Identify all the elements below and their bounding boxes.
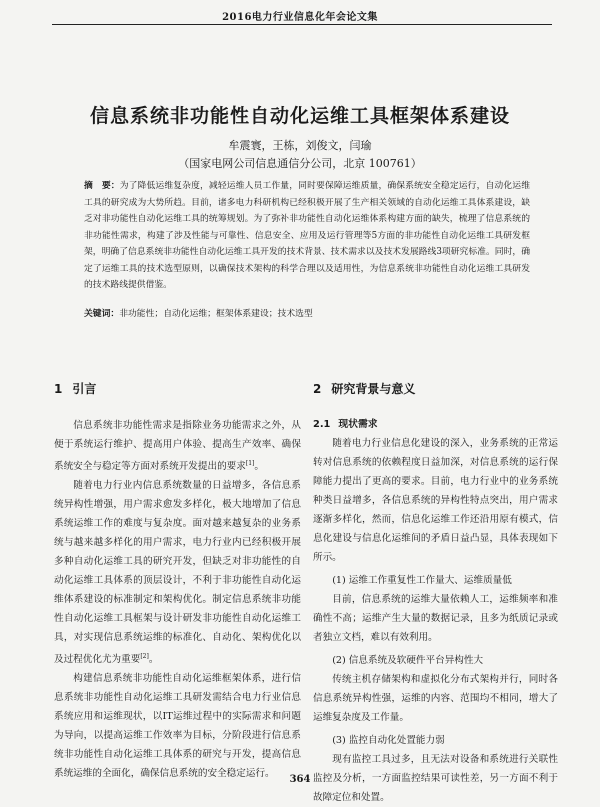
left-column: [54, 380, 301, 783]
citation: [2]: [140, 653, 149, 661]
citation: [1]: [245, 460, 255, 467]
list-item-heading: [313, 651, 558, 670]
section-heading: [313, 380, 558, 402]
section-heading: [54, 380, 301, 402]
list-item-number: (1): [332, 575, 346, 586]
list-item-number: (3): [332, 735, 346, 746]
list-item-text: 目前，信息系统的运维大量依赖人工，运维频率和准确性不高；运维产生大量的数据记录，且多为纸质记录或者独立文档，难以有效利用。: [313, 594, 558, 643]
paragraph-text: 随着电力行业内信息系统数量的日益增多，各信息系统异构性增强，用户需求愈发多样化，极大地增加了信息系统运维工作的难度与复杂度。面对越来越复杂的业务系统与越来越多样化的用户需求，电力行业内已经积极开展多种自动化运维工具的研究开发，但缺乏对非功能性的自动化运维工具体系的顶层设计，不利于非功能性自动化运维体系建设的标准制定和架构优化。制定信息系统非功能性自动化运维工具框架与设计研发非功能性自动化运维工具，对实现信息系统运维的标准化、自动化、架构优化以及过程优化尤为重要: [54, 480, 301, 666]
list-item-title: 监控自动化处置能力弱: [348, 735, 445, 746]
right-column: [313, 380, 558, 807]
keywords-text: 非功能性；自动化运维；框架体系建设；技术选型: [119, 309, 313, 319]
abstract: [84, 178, 530, 294]
paragraph: 随着电力行业信息化建设的深入，业务系统的正常运转对信息系统的依赖程度日益加深，对信息系统的运行保障能力提出了更高的要求。目前，电力行业中的业务系统种类日益增多，各信息系统的异构性特点突出，用户需求逐渐多样化，然而，信息化运维工作还沿用原有模式，信息化建设与信息化运维间的矛盾日益凸显，具体表现如下所示。: [313, 438, 558, 563]
section-number: 1: [54, 382, 63, 396]
affiliation: （国家电网公司信息通信分公司，北京 100761）: [178, 157, 422, 170]
list-item-heading: [313, 571, 558, 590]
paragraph: 随着电力行业内信息系统数量的日益增多，各信息系统异构性增强，用户需求愈发多样化，极大地增加了信息系统运维工作的难度与复杂度。面对越来越复杂的业务系统与越来越多样化的用户需求，电力行业内已经积极开展多种自动化运维工具的研究开发，但缺乏对非功能性的自动化运维工具体系的顶层设计，不利于非功能性自动化运维体系建设的标准制定和架构优化。制定信息系统非功能性自动化运维工具框架与设计研发非功能性自动化运维工具，对实现信息系统运维的标准化、自动化、架构优化以及过程优化尤为重要[2]。: [54, 480, 301, 666]
header-rule: [52, 24, 552, 25]
paragraph: 构建信息系统非功能性自动化运维框架体系，进行信息系统非功能性自动化运维工具研发需结合电力行业信息系统应用和运维现状，以IT运维过程中的实际需求和问题为导向，以提高运维工作效率为目标，分阶段进行信息系统非功能性自动化运维工具体系的研究与开发，提高信息系统运维的全面化，确保信息系统的安全稳定运行。: [54, 673, 301, 780]
subsection-title: 现状需求: [338, 419, 378, 430]
authors: 牟震寰，王栋，刘俊文，闫瑜: [228, 139, 372, 152]
paper-title: 信息系统非功能性自动化运维工具框架体系建设: [89, 105, 510, 127]
section-number: 2: [313, 382, 322, 396]
section-title: 研究背景与意义: [331, 382, 416, 396]
subsection-number: 2.1: [313, 419, 331, 430]
list-item-title: 信息系统及软硬件平台异构性大: [348, 655, 484, 666]
paragraph: 信息系统非功能性需求是指除业务功能需求之外，从便于系统运行维护、提高用户体验、提高生产效率、确保系统安全与稳定等方面对系统开发提出的要求[1]。: [54, 420, 301, 473]
section-title: 引言: [72, 382, 97, 396]
list-item-text: 现有监控工具过多，且无法对设备和系统进行关联性监控及分析，一方面监控结果可读性差，另一方面不利于故障定位和处置。: [313, 754, 558, 803]
keywords: [84, 306, 530, 322]
subsection-heading: [313, 416, 558, 434]
list-item-number: (2): [332, 655, 346, 666]
list-item-title: 运维工作重复性工作量大、运维质量低: [348, 575, 512, 586]
page-number: 364: [289, 774, 311, 785]
abstract-label: 摘 要：: [84, 181, 120, 191]
list-item-heading: [313, 731, 558, 750]
list-item-text: 传统主机存储架构和虚拟化分布式架构并行，同时各信息系统异构性强，运维的内容、范围均不相同，增大了运维复杂度及工作量。: [313, 674, 558, 723]
keywords-label: 关键词：: [84, 309, 120, 319]
running-header: 2016电力行业信息化年会论文集: [222, 12, 378, 23]
paragraph-text: 信息系统非功能性需求是指除业务功能需求之外，从便于系统运行维护、提高用户体验、提高生产效率、确保系统安全与稳定等方面对系统开发提出的要求: [54, 420, 301, 473]
abstract-text: 为了降低运维复杂度，减轻运维人员工作量，同时要保障运维质量，确保系统安全稳定运行，自动化运维工具的研究成为大势所趋。目前，诸多电力科研机构已经积极开展了生产相关领域的自动化运维工具体系建设，缺乏对非功能性自动化运维工具的统筹规划。为了弥补非功能性自动化运维体系构建方面的缺失，梳理了信息系统的非功能性需求，构建了涉及性能与可靠性、信息安全、应用及运行管理等5方面的非功能性自动化运维工具研发框架，明确了信息系统非功能性自动化运维工具开发的技术背景、技术需求以及技术发展路线3项研究标准。同时，确定了运维工具的技术选型原则，以确保技术架构的科学合理以及适用性，为信息系统非功能性自动化运维工具研发的技术路线提供借鉴。: [84, 181, 530, 290]
